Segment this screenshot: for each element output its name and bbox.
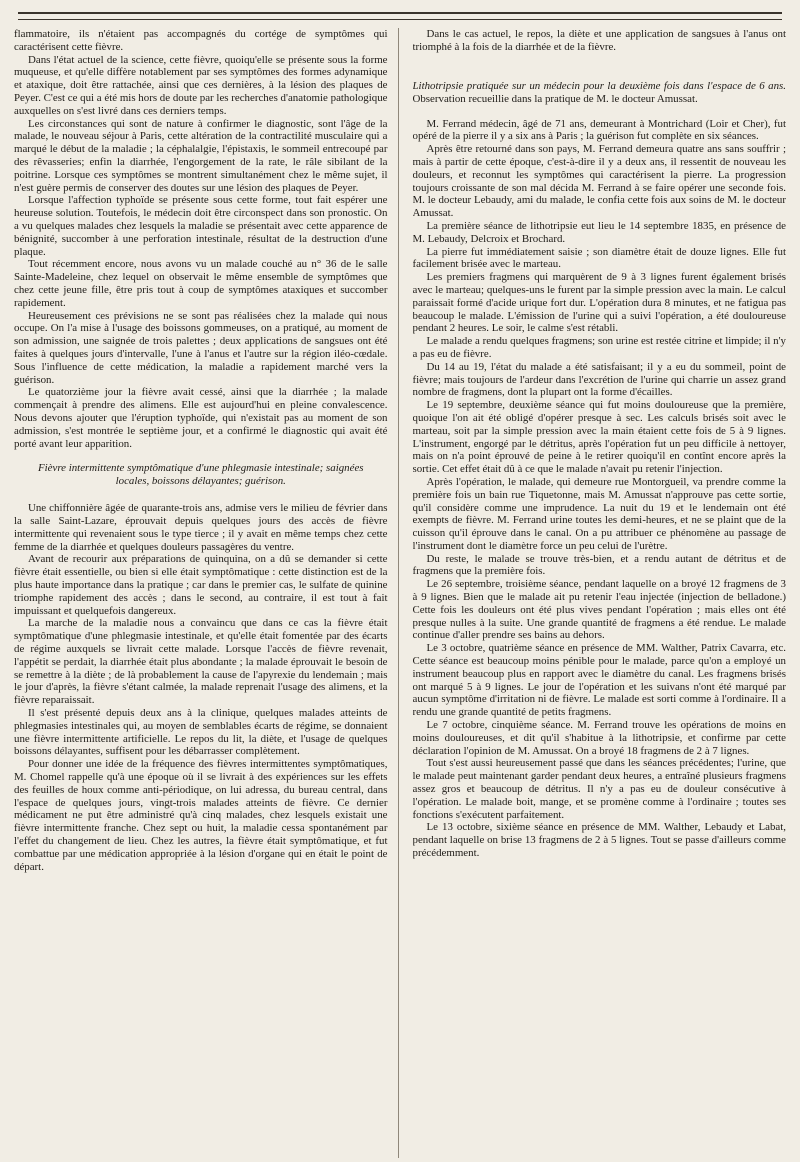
case-title — [413, 80, 787, 106]
paragraph: Dans le cas actuel, le repos, la diète et une application de sangsues à l'anus ont triomphé à la fois de la diarrhée et de la fièvre. — [412, 28, 786, 53]
paragraph: Lorsque l'affection typhoïde se présente sous cette forme, tout fait espérer une heureuse solution. Toutefois, le médecin doit être circonspect dans son pronostic. On a vu quelques malades chez lesquels la maladie se présentait avec cette apparence de bénignité, succomber à une perforation intestinale, résultat de la destruction d'une plaque. — [14, 194, 388, 258]
paragraph: La marche de la maladie nous a convaincu que dans ce cas la fièvre était symptômatique d'une phlegmasie intestinale, et qu'elle était fomentée par des écarts de régime auxquels se livrait cette malade. Lorsque l'accès de fièvre revenait, l'appétit se perdait, la diarrhée était plus abondante ; la malade éprouvait le besoin de se remettre à la diète ; de là probablement la cause de l'apyrexie du lendemain ; mais le jour d'après, la fièvre s'étant calmée, la malade reprenait l'usage des alimens, et la fièvre reparaissait. — [14, 617, 388, 707]
case-title-italic: Lithotripsie pratiquée sur un médecin pour la deuxième fois dans l'espace de 6 ans. — [412, 79, 786, 92]
paragraph: Le 19 septembre, deuxième séance qui fut moins douloureuse que la première, quoique l'on ait été obligé d'opérer presque à sec. Les calculs brisés soit avec le marteau, soit par la simple pression avec la main étaient cette fois de 5 à 9 lignes. L'instrument, engorgé par le détritus, après l'opération fut un peu difficile à nettoyer, mais on n'a point éprouvé de peine à le retirer quoiqu'il en contînt encore après la sortie. Cet effet était dû à ce que le malade n'avait pu retenir l'injection. — [412, 399, 786, 476]
paragraph: Tout s'est aussi heureusement passé que dans les séances précédentes; l'urine, que le malade peut maintenant garder pendant deux heures, a entraîné plusieurs fragmens assez gros et beaucoup de détritus. Il n'y a pas eu de douleur consécutive à l'opération. Le malade boit, mange, et se promène comme à l'ordinaire ; toutes ses fonctions s'exécutent parfaitement. — [412, 757, 786, 821]
paragraph: Les circonstances qui sont de nature à confirmer le diagnostic, sont l'âge de la malade, le nouveau séjour à Paris, cette altération de la contractilité musculaire qui a marqué le début de la maladie ; la céphalalgie, l'épistaxis, le sommeil entrecoupé par des rêvasseries; enfin la diarrhée, l'engorgement de la rate, le râle sibilant de la poitrine. Lorsque ces symptômes se montrent simultanément chez le même sujet, il n'est guère permis de conserver des doutes sur une lésion des plaques de Peyer. — [14, 117, 388, 194]
top-rule — [18, 12, 782, 20]
paragraph: Pour donner une idée de la fréquence des fièvres intermittentes symptômatiques, M. Chomel rappelle qu'à une époque où il se livrait à des expériences sur les effets des feuilles de houx comme anti-périodique, on lui adressa, du bureau central, dans l'espace de quelques jours, vingt-trois malades atteints de fièvre. Ce dernier médicament ne put être administré qu'à cinq malades, chez lesquels existait une fièvre intermittente franche. Chez sept ou huit, la maladie cessa spontanément par l'effet du changement de lieu. Chez les autres, la fièvre était symptômatique, et fut combattue par une médication appropriée à la lésion d'organe qui en était le point de départ. — [14, 758, 388, 873]
paragraph: Du reste, le malade se trouve très-bien, et a rendu autant de détritus et de fragmens que la première fois. — [412, 552, 786, 578]
paragraph: Les premiers fragmens qui marquèrent de 9 à 3 lignes furent également brisés avec le marteau; quelques-uns le furent par la simple pression avec la main. Le calcul paraissait formé d'acide urique fort dur. L'opération dura 8 minutes, et ne fatigua pas beaucoup le malade. L'émission de l'urine qui a suivi l'opération, a été douloureuse pendant 2 heures. Le soir, le calme s'est rétabli. — [412, 271, 786, 335]
paragraph: Dans l'état actuel de la science, cette fièvre, quoiqu'elle se présente sous la forme muqueuse, et qu'elle diffère notablement par ses symptômes des formes adynamique et ataxique, doit être rattachée, ainsi que ces dernières, à la lésion des plaques de Peyer. C'est ce qui a été mis hors de doute par les recherches d'anatomie pathologique auxquelles on s'est livré dans ces derniers temps. — [14, 53, 388, 117]
paragraph: Une chiffonnière âgée de quarante-trois ans, admise vers le milieu de février dans la salle Saint-Lazare, éprouvait depuis quelques jours des accès de fièvre intermittente qui revenaient sous le type tierce ; il y avait en même temps chez cette femme de la diarrhée et quelques douleurs passagères du ventre. — [14, 502, 388, 553]
paragraph: Le 13 octobre, sixième séance en présence de MM. Walther, Lebaudy et Labat, pendant laquelle on brise 13 fragmens de 2 à 5 lignes. Tout se passe d'ailleurs comme précédemment. — [412, 821, 786, 860]
paragraph: Le 3 octobre, quatrième séance en présence de MM. Walther, Patrix Cavarra, etc. Cette séance est beaucoup moins pénible pour le malade, parce qu'on a employé un instrument beaucoup plus en rapport avec le diamètre du canal. Les fragmens brisés ont marqué 5 à 9 lignes. Le jour de l'opération et les suivans n'ont été marqué par aucun symptôme d'irritation ni de fièvre. Le malade est sorti comme à l'ordinaire. Il a rendu une grande quantité de petits fragmens. — [412, 642, 786, 719]
paragraph: Heureusement ces prévisions ne se sont pas réalisées chez la malade qui nous occupe. On l'a mise à l'usage des boissons gommeuses, on a pratiqué, au moment de son admission, une saignée de trois palettes ; deux applications de sangsues ont été faites à quelques jours d'intervalle, l'une à l'anus et l'autre sur la région iléo-cœdale. Sous l'influence de cette médication, la maladie a rapidement marché vers la guérison. — [14, 309, 388, 386]
paragraph: M. Ferrand médecin, âgé de 71 ans, demeurant à Montrichard (Loir et Cher), fut opéré de la pierre il y a six ans à Paris ; la guérison fut complète en six séances. — [412, 117, 786, 143]
paragraph: Le malade a rendu quelques fragmens; son urine est restée citrine et limpide; il n'y a pas eu de fièvre. — [412, 335, 786, 360]
paragraph: Après l'opération, le malade, qui demeure rue Montorgueil, va prendre comme la première fois un bain rue Tiquetonne, mais M. Amussat n'approuve pas cette sortie, qu'il considère comme une imprudence. La nuit du 19 et le lendemain ont été exempts de fièvre. M. Ferrand urine toutes les demi-heures, et ne se plaint que de la cuisson qu'il éprouve dans le canal. On a pu attribuer ce phénomène au passage de l'instrument dont le diamètre force un peu celui de l'urètre. — [412, 475, 786, 552]
left-column — [14, 28, 399, 1158]
right-column — [413, 28, 787, 1158]
paragraph: La pierre fut immédiatement saisie ; son diamètre était de douze lignes. Elle fut facilement brisée avec le marteau. — [412, 245, 786, 271]
case-title-rest: Observation recueillie dans la pratique de M. le docteur Amussat. — [412, 92, 698, 105]
paragraph: Avant de recourir aux préparations de quinquina, on a dû se demander si cette fièvre était essentielle, ou bien si elle était symptômatique : cette distinction est de la plus haute importance dans la pratique ; car dans le premier cas, le sulfate de quinine triomphe rapidement des accès ; dans le second, au contraire, il est tout à fait impuissant et quelquefois dangereux. — [14, 553, 388, 617]
paragraph: Tout récemment encore, nous avons vu un malade couché au n° 36 de le salle Sainte-Madeleine, chez lequel on observait le même ensemble de symptômes que chez cette jeune fille, être pris tout à coup de symptômes ataxiques et succomber rapidement. — [14, 258, 388, 309]
paragraph: Le 7 octobre, cinquième séance. M. Ferrand trouve les opérations de moins en moins douloureuses, et dit qu'il s'habitue à la lithotripsie, et confirme par cette déclaration l'opinion de M. Amussat. On a broyé 18 fragmens de 2 à 7 lignes. — [412, 719, 786, 757]
paragraph: La première séance de lithotripsie eut lieu le 14 septembre 1835, en présence de M. Lebaudy, Delcroix et Brochard. — [412, 219, 786, 245]
paragraph: flammatoire, ils n'étaient pas accompagnés du cortége de symptômes qui caractérisent cette fièvre. — [14, 28, 388, 53]
section-title: Fièvre intermittente symptômatique d'une phlegmasie intestinale; saignées locales, boissons délayantes; guérison. — [37, 462, 364, 488]
paragraph: Le quatorzième jour la fièvre avait cessé, ainsi que la diarrhée ; la malade commençait à prendre des alimens. Elle est aujourd'hui en pleine convalescence. Nous devons ajouter que l'éruption typhoïde, qui n'existait pas au moment de son admission, s'est montrée le septième jour, et a confirmé le diagnostic qui avait été porté avant leur apparition. — [14, 386, 388, 450]
paragraph: Il s'est présenté depuis deux ans à la clinique, quelques malades atteints de phlegmasies intestinales qui, au moyen de semblables écarts de régime, se donnaient une fièvre intermittente artificielle. Le repos du lit, la diète, et l'usage de quelques boissons délayantes, suffisent pour les débarrasser complètement. — [14, 707, 388, 758]
columns — [14, 28, 786, 1158]
paragraph: Après être retourné dans son pays, M. Ferrand demeura quatre ans sans souffrir ; mais à partir de cette époque, c'est-à-dire il y a deux ans, il ressentit de nouveau les douleurs, et reconnut les symptômes qui caractérisent la pierre. La progression toujours croissante de son mal décida M. Ferrand à se faire opérer une seconde fois. M. le docteur Lebaudy, ami du malade, le confia cette fois aux soins de M. le docteur Amussat. — [412, 143, 786, 220]
paragraph: Le 26 septembre, troisième séance, pendant laquelle on a broyé 12 fragmens de 3 à 9 lignes. Bien que le malade ait pu retenir l'eau injectée (injection de belladone.) Cette fois les douleurs ont été plus vives pendant l'opération ; mais elles ont été presque nulles à la suite. Une grande quantité de fragmens a été rendue. Le malade continue d'aller prendre ses bains au dehors. — [412, 578, 786, 642]
paragraph: Du 14 au 19, l'état du malade a été satisfaisant; il y a eu du sommeil, point de fièvre; mais toujours de l'ardeur dans l'excrétion de l'urine qui charrie un assez grand nombre de fragmens, dont la plupart ont la forme d'écailles. — [412, 360, 786, 399]
